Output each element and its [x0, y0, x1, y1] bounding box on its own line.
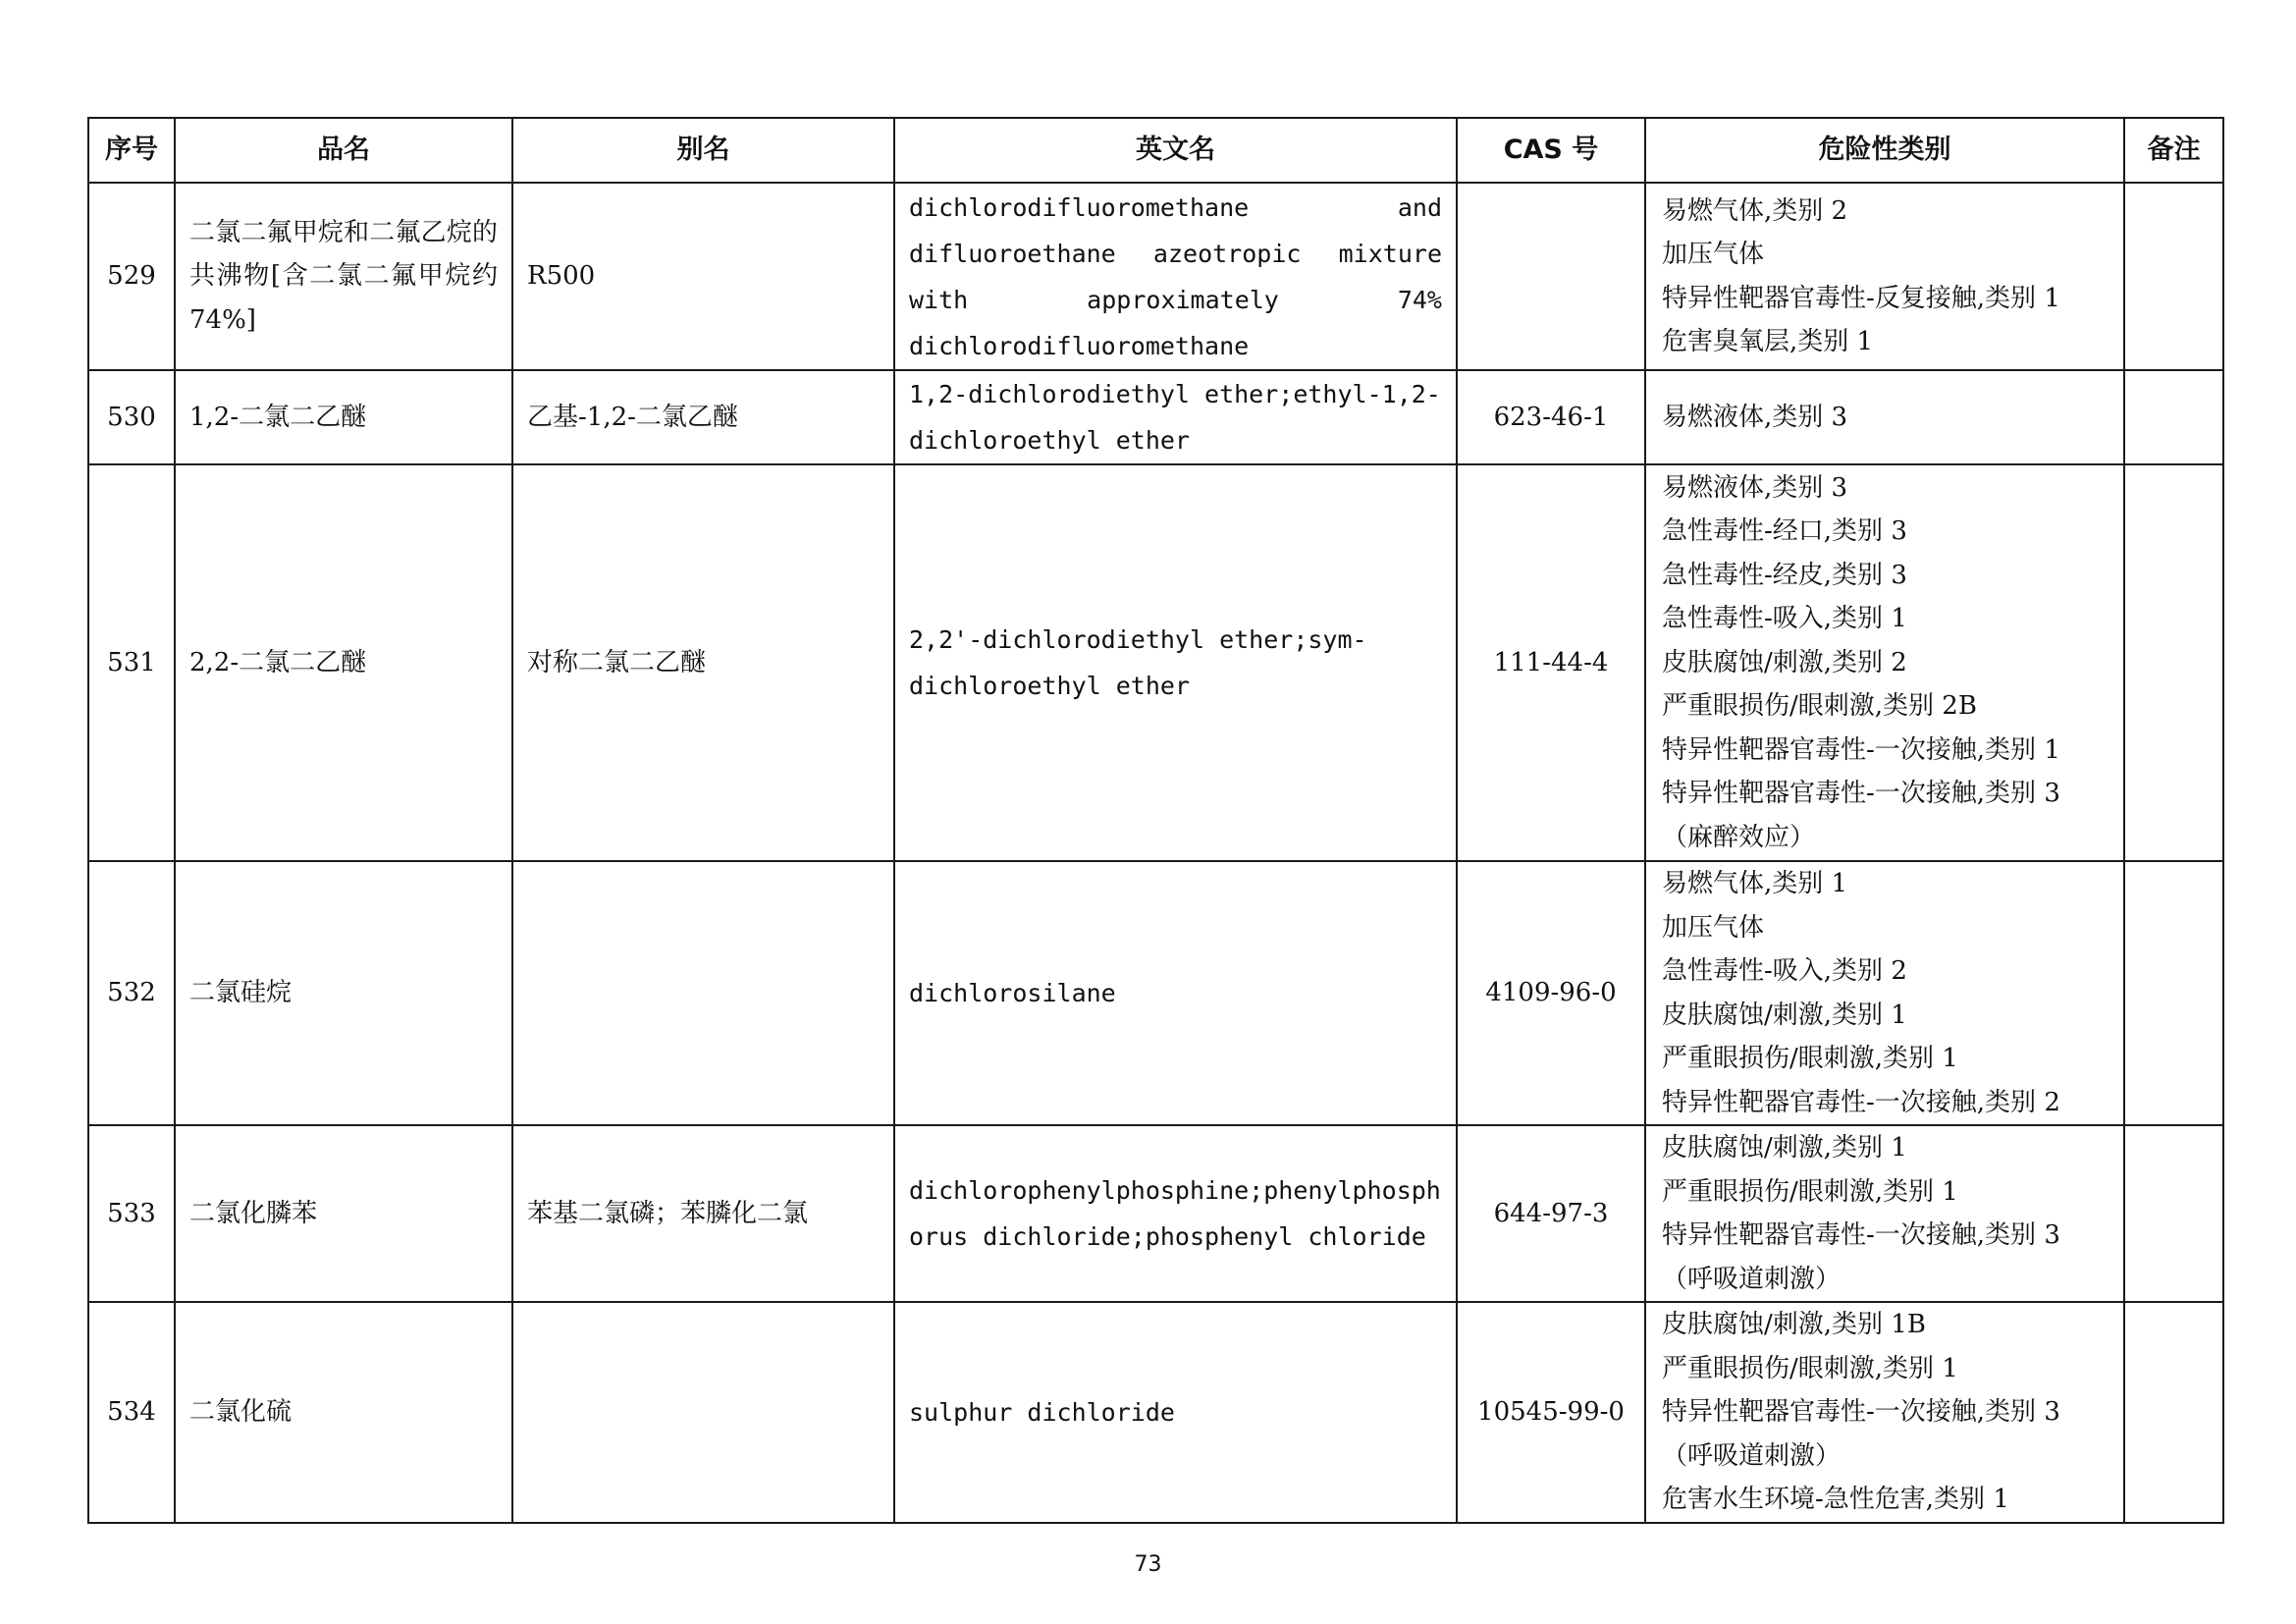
- hazard-item: 危害水生环境-急性危害,类别 1: [1662, 1485, 2009, 1515]
- row-remark: [2124, 183, 2223, 370]
- row-remark: [2124, 861, 2223, 1125]
- hazard-item: 特异性靶器官毒性-一次接触,类别 2: [1662, 1087, 2060, 1117]
- table-header-row: [88, 118, 2223, 183]
- hazard-item: 严重眼损伤/眼刺激,类别 1: [1662, 1353, 1958, 1383]
- row-name: 二氯化膦苯: [175, 1125, 512, 1302]
- header-alias: 别名: [512, 118, 894, 183]
- row-number: 530: [88, 370, 175, 464]
- hazard-item: 急性毒性-吸入,类别 1: [1662, 604, 1907, 634]
- header-remark: 备注: [2124, 118, 2223, 183]
- row-cas: 4109-96-0: [1457, 861, 1645, 1125]
- hazard-item: 特异性靶器官毒性-一次接触,类别 3 （麻醉效应）: [1662, 779, 2060, 852]
- row-alias: 苯基二氯磷；苯膦化二氯: [512, 1125, 894, 1302]
- row-hazards: [1645, 370, 2124, 464]
- hazard-item: 严重眼损伤/眼刺激,类别 2B: [1662, 691, 1977, 722]
- row-remark: [2124, 1302, 2223, 1523]
- hazard-item: 危害臭氧层,类别 1: [1662, 327, 1874, 356]
- row-name: 2,2-二氯二乙醚: [175, 464, 512, 861]
- row-english-name: 1,2-dichlorodiethyl ether;ethyl-1,2-dichloroethyl ether: [894, 370, 1457, 464]
- row-remark: [2124, 1125, 2223, 1302]
- row-alias: R500: [512, 183, 894, 370]
- hazard-item: 加压气体: [1662, 912, 1765, 943]
- row-english-name: 2,2'-dichlorodiethyl ether;sym-dichloroethyl ether: [894, 464, 1457, 861]
- row-name: 二氯二氟甲烷和二氟乙烷的共沸物[含二氯二氟甲烷约 74%]: [175, 183, 512, 370]
- header-hazard: 危险性类别: [1645, 118, 2124, 183]
- row-name: 1,2-二氯二乙醚: [175, 370, 512, 464]
- table-row: [88, 464, 2223, 861]
- hazard-item: 易燃气体,类别 2: [1662, 195, 1848, 226]
- hazard-item: 易燃气体,类别 1: [1662, 869, 1848, 898]
- hazard-item: 特异性靶器官毒性-一次接触,类别 3 （呼吸道刺激）: [1662, 1220, 2060, 1294]
- table-row: [88, 861, 2223, 1125]
- header-english-name: 英文名: [894, 118, 1457, 183]
- hazard-item: 严重眼损伤/眼刺激,类别 1: [1662, 1044, 1958, 1073]
- row-hazards: [1645, 464, 2124, 861]
- row-english-name: dichlorodifluoromethane and difluoroethane azeotropic mixture with approximately 74% dichlorodifluoromethane: [894, 183, 1457, 370]
- hazard-item: 严重眼损伤/眼刺激,类别 1: [1662, 1176, 1958, 1207]
- hazard-item: 急性毒性-经皮,类别 3: [1662, 560, 1907, 590]
- row-name: 二氯化硫: [175, 1302, 512, 1523]
- hazard-item: 急性毒性-经口,类别 3: [1662, 516, 1907, 547]
- row-remark: [2124, 464, 2223, 861]
- table-row: [88, 370, 2223, 464]
- hazard-item: 易燃液体,类别 3: [1662, 402, 1848, 432]
- row-english-name: dichlorophenylphosphine;phenylphosphorus dichloride;phosphenyl chloride: [894, 1125, 1457, 1302]
- header-cas: CAS 号: [1457, 118, 1645, 183]
- row-cas: 10545-99-0: [1457, 1302, 1645, 1523]
- row-number: 534: [88, 1302, 175, 1523]
- row-english-name: dichlorosilane: [894, 861, 1457, 1125]
- row-hazards: [1645, 861, 2124, 1125]
- row-cas: 623-46-1: [1457, 370, 1645, 464]
- hazard-item: 皮肤腐蚀/刺激,类别 2: [1662, 647, 1907, 677]
- hazard-item: 皮肤腐蚀/刺激,类别 1: [1662, 1000, 1907, 1030]
- hazardous-chemicals-table: [87, 117, 2224, 1524]
- row-alias: [512, 861, 894, 1125]
- row-hazards: [1645, 1125, 2124, 1302]
- row-cas: 111-44-4: [1457, 464, 1645, 861]
- page-number: 73: [1134, 1552, 1162, 1577]
- header-name: 品名: [175, 118, 512, 183]
- row-number: 529: [88, 183, 175, 370]
- hazard-item: 特异性靶器官毒性-一次接触,类别 1: [1662, 734, 2060, 765]
- row-name: 二氯硅烷: [175, 861, 512, 1125]
- row-number: 531: [88, 464, 175, 861]
- row-number: 533: [88, 1125, 175, 1302]
- row-cas: 644-97-3: [1457, 1125, 1645, 1302]
- row-alias: 对称二氯二乙醚: [512, 464, 894, 861]
- row-english-name: sulphur dichloride: [894, 1302, 1457, 1523]
- hazard-item: 加压气体: [1662, 240, 1765, 269]
- row-remark: [2124, 370, 2223, 464]
- row-alias: [512, 1302, 894, 1523]
- table-row: [88, 1125, 2223, 1302]
- table-row: [88, 1302, 2223, 1523]
- row-hazards: [1645, 183, 2124, 370]
- row-number: 532: [88, 861, 175, 1125]
- table-row: [88, 183, 2223, 370]
- row-hazards: [1645, 1302, 2124, 1523]
- row-cas: [1457, 183, 1645, 370]
- hazard-item: 急性毒性-吸入,类别 2: [1662, 956, 1907, 986]
- hazard-item: 特异性靶器官毒性-反复接触,类别 1: [1662, 283, 2060, 313]
- hazard-item: 特异性靶器官毒性-一次接触,类别 3 （呼吸道刺激）: [1662, 1397, 2060, 1471]
- hazard-item: 皮肤腐蚀/刺激,类别 1: [1662, 1133, 1907, 1163]
- hazard-item: 皮肤腐蚀/刺激,类别 1B: [1662, 1310, 1926, 1340]
- row-alias: 乙基-1,2-二氯乙醚: [512, 370, 894, 464]
- hazard-item: 易燃液体,类别 3: [1662, 472, 1848, 503]
- header-number: 序号: [88, 118, 175, 183]
